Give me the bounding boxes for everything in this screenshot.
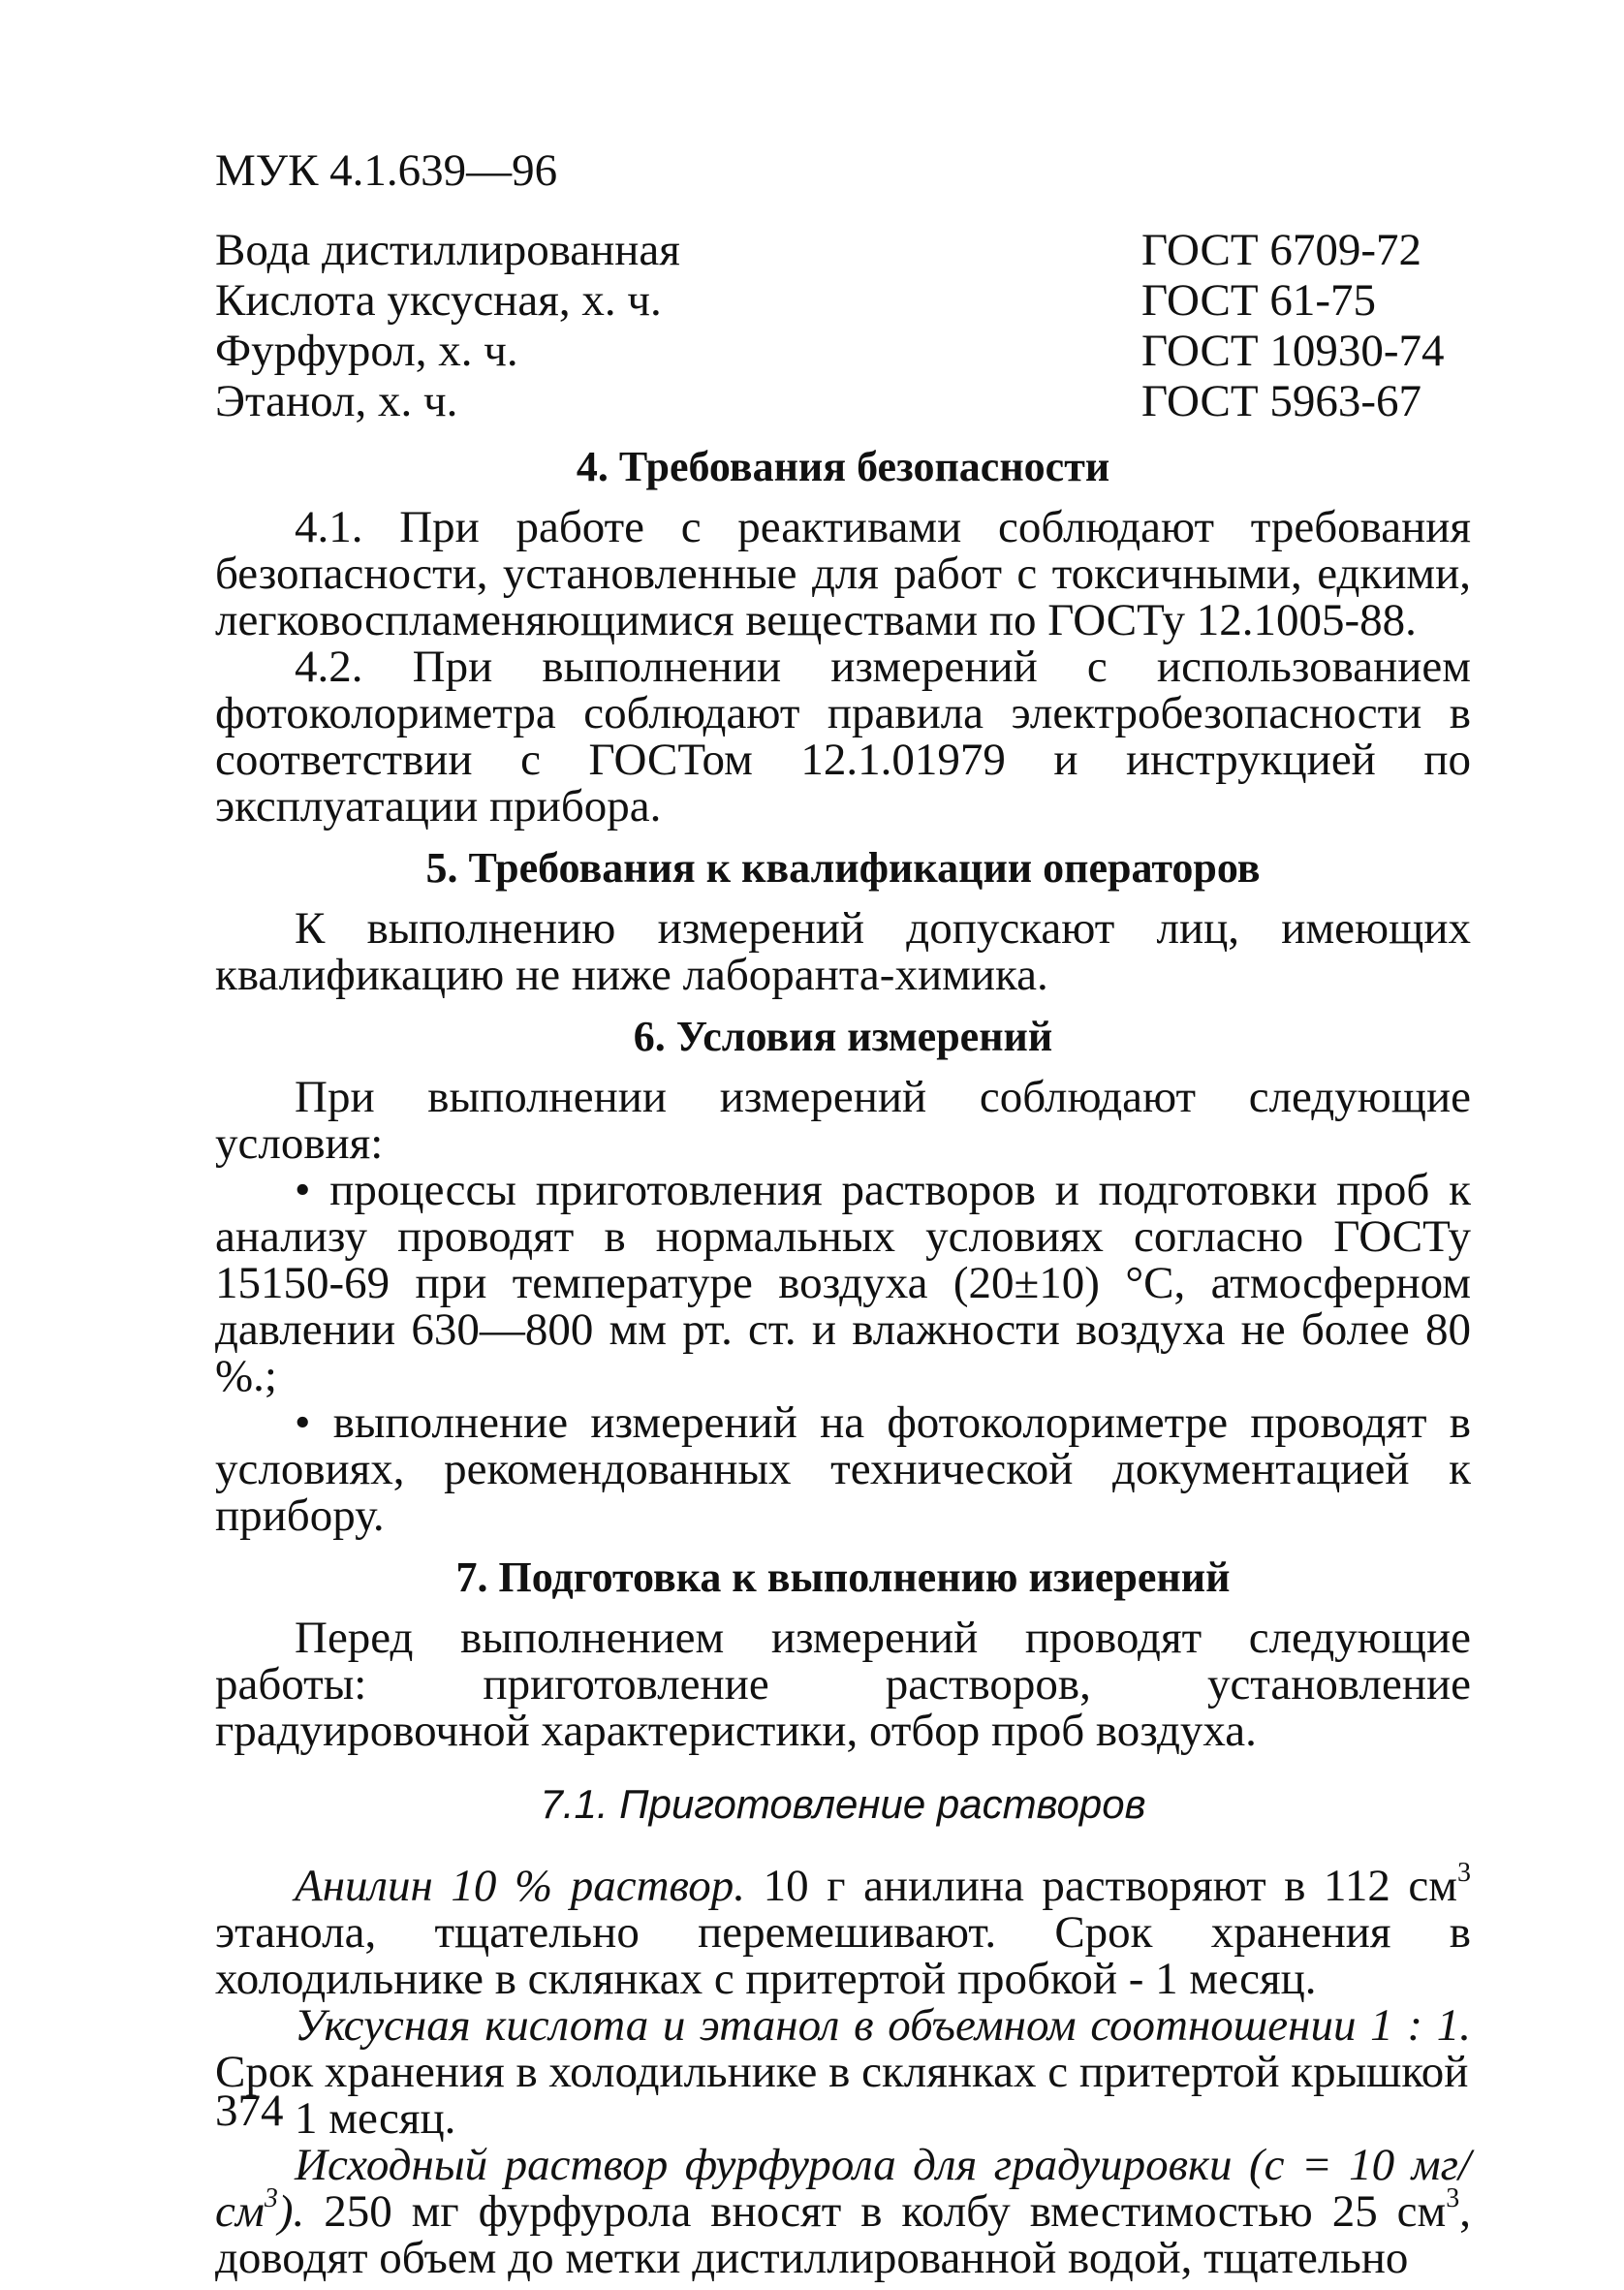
reagent-standard: ГОСТ 61-75 — [1141, 275, 1376, 326]
document-code: МУК 4.1.639—96 — [215, 145, 558, 196]
subsection-7-1-heading: 7.1. Приготовление растворов — [540, 1781, 1146, 1827]
acetic-text: Срок хранения в холодильнике в склянках с притертой крышкой — [215, 2047, 1469, 2097]
aniline-paragraph — [215, 1858, 1471, 2004]
section-5-heading: 5. Требования к квалификации операторов — [425, 844, 1261, 892]
page-number: 374 — [215, 2086, 284, 2136]
aniline-sup: 3 — [1457, 1858, 1471, 1888]
furfural-title-sup: 3 — [264, 2183, 278, 2213]
section-6-intro: При выполнении измерений соблюдают следующие условия: — [215, 1072, 1471, 1169]
acetic-title: Уксусная кислота и этанол в объемном соотношении 1 : 1. — [295, 2000, 1471, 2051]
reagent-standard: ГОСТ 10930-74 — [1141, 326, 1445, 376]
furfural-text-b: , доводят объем до метки дистиллированной водой, тщательно — [215, 2186, 1471, 2283]
section-6-bullet-2: • выполнение измерений на фотоколориметре проводят в условиях, рекомендованных технической документацией к прибору. — [215, 1397, 1471, 1541]
reagent-name: Этанол, х. ч. — [215, 376, 458, 426]
reagent-row — [215, 225, 1471, 275]
section-4-paragraph-2: 4.2. При выполнении измерений с использованием фотоколориметра соблюдают правила электробезопасности в соответствии с ГОСТом 12.1.01979 и инструкцией по эксплуатации прибора. — [215, 642, 1471, 831]
reagent-standard: ГОСТ 5963-67 — [1141, 376, 1421, 426]
section-4-paragraph-1: 4.1. При работе с реактивами соблюдают требования безопасности, установленные для работ с токсичными, едкими, легковоспламеняющимися веществами по ГОСТу 12.1005-88. — [215, 502, 1471, 645]
section-7-heading: 7. Подготовка к выполнению изиерений — [455, 1553, 1231, 1601]
section-6-heading: 6. Условия измерений — [633, 1013, 1053, 1060]
reagent-name: Вода дистиллированная — [215, 225, 680, 275]
reagent-row — [215, 275, 1471, 326]
reagent-standard: ГОСТ 6709-72 — [1141, 225, 1421, 275]
aniline-title: Анилин 10 % раствор. — [295, 1861, 746, 1911]
section-5-paragraph: К выполнению измерений допускают лиц, имеющих квалификацию не ниже лаборанта-химика. — [215, 903, 1471, 1000]
section-4-heading: 4. Требования безопасности — [576, 443, 1110, 490]
furfural-text-a: 250 мг фурфурола вносят в колбу вместимостью 25 см — [304, 2186, 1447, 2237]
section-6-bullet-1: • процессы приготовления растворов и подготовки проб к анализу проводят в нормальных условиях согласно ГОСТу 15150-69 при температуре воздуха (20±10) °С, атмосферном давлении 630—800 мм рт. ст. и влажности воздуха не более 80 %.; — [215, 1165, 1471, 1401]
furfural-title-b: ). — [277, 2186, 305, 2237]
aniline-text-a: 10 г анилина растворяют в 112 см — [745, 1861, 1457, 1911]
aniline-text-b: этанола, тщательно перемешивают. Срок хранения в холодильнике в склянках с притертой пробкой - 1 месяц. — [215, 1907, 1471, 2004]
reagent-name: Кислота уксусная, х. ч. — [215, 275, 662, 326]
furfural-paragraph — [215, 2142, 1471, 2281]
reagent-row — [215, 326, 1471, 376]
reagents-table — [215, 225, 1471, 426]
section-7-paragraph: Перед выполнением измерений проводят следующие работы: приготовление растворов, установление градуировочной характеристики, отбор проб воздуха. — [215, 1613, 1471, 1756]
reagent-row — [215, 376, 1471, 426]
acetic-paragraph — [215, 2002, 1471, 2095]
page-content — [215, 145, 1471, 2281]
furfural-sup: 3 — [1446, 2183, 1460, 2213]
reagent-name: Фурфурол, х. ч. — [215, 326, 518, 376]
acetic-tail: 1 месяц. — [295, 2093, 456, 2144]
furfural-title-a: Исходный раствор фурфурола для градуировки (с = 10 мг/см — [215, 2140, 1471, 2237]
